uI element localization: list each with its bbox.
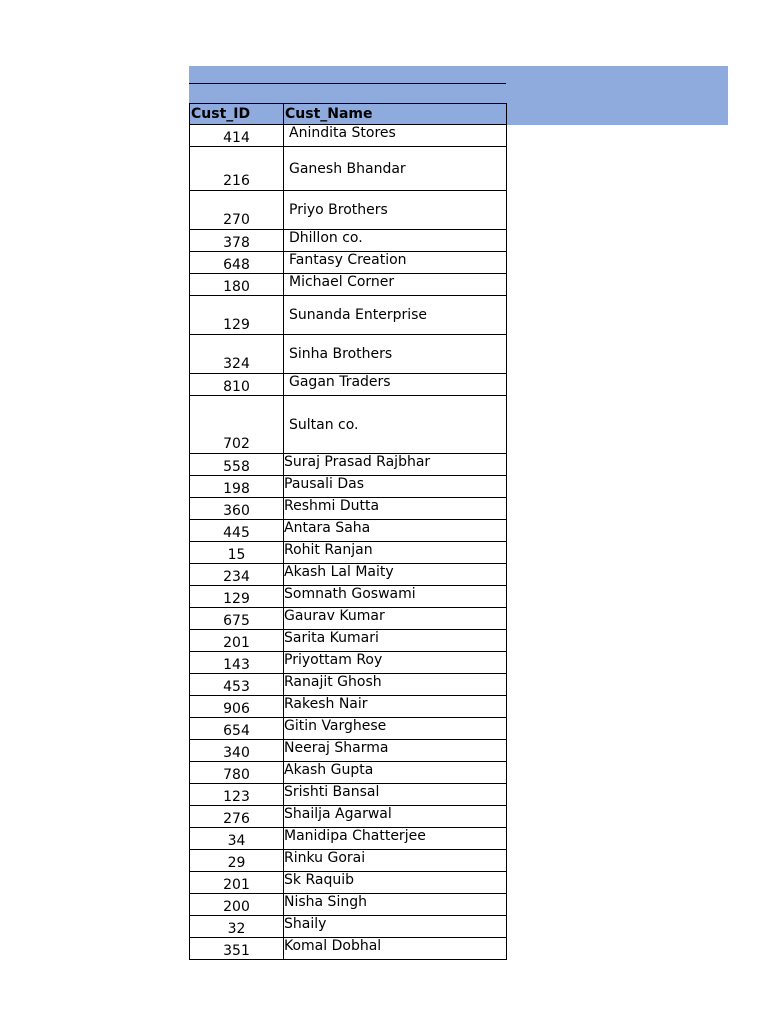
table-row <box>190 542 507 564</box>
cust-id-cell[interactable]: 324 <box>190 335 284 374</box>
table-row <box>190 674 507 696</box>
cust-id-cell[interactable]: 654 <box>190 718 284 740</box>
table-row <box>190 916 507 938</box>
cust-name-cell[interactable]: Pausali Das <box>284 476 507 498</box>
cust-id-cell[interactable]: 270 <box>190 191 284 230</box>
cust-name-cell[interactable]: Gitin Varghese <box>284 718 507 740</box>
cust-name-cell[interactable]: Akash Gupta <box>284 762 507 784</box>
table-row <box>190 630 507 652</box>
cust-id-cell[interactable]: 378 <box>190 230 284 252</box>
table-row <box>190 586 507 608</box>
cust-name-cell[interactable]: Gaurav Kumar <box>284 608 507 630</box>
cust-id-cell[interactable]: 675 <box>190 608 284 630</box>
table-row <box>190 520 507 542</box>
table-row <box>190 652 507 674</box>
cust-name-cell[interactable]: Rohit Ranjan <box>284 542 507 564</box>
table-row <box>190 476 507 498</box>
cust-id-cell[interactable]: 129 <box>190 296 284 335</box>
cust-id-cell[interactable]: 216 <box>190 147 284 191</box>
table-row <box>190 396 507 454</box>
cust-name-cell[interactable]: Gagan Traders <box>284 374 507 396</box>
cust-id-cell[interactable]: 351 <box>190 938 284 960</box>
cust-id-cell[interactable]: 200 <box>190 894 284 916</box>
cust-id-cell[interactable]: 143 <box>190 652 284 674</box>
cust-id-cell[interactable]: 906 <box>190 696 284 718</box>
cust-name-cell[interactable]: Sunanda Enterprise <box>284 296 507 335</box>
cust-id-cell[interactable]: 414 <box>190 125 284 147</box>
cust-name-cell[interactable]: Sarita Kumari <box>284 630 507 652</box>
customer-table <box>189 103 507 960</box>
cust-id-cell[interactable]: 123 <box>190 784 284 806</box>
cust-name-cell[interactable]: Suraj Prasad Rajbhar <box>284 454 507 476</box>
cust-id-cell[interactable]: 34 <box>190 828 284 850</box>
cust-id-cell[interactable]: 780 <box>190 762 284 784</box>
cust-id-cell[interactable]: 201 <box>190 630 284 652</box>
cust-name-cell[interactable]: Manidipa Chatterjee <box>284 828 507 850</box>
cust-name-cell[interactable]: Rakesh Nair <box>284 696 507 718</box>
cust-id-cell[interactable]: 276 <box>190 806 284 828</box>
table-row <box>190 850 507 872</box>
cust-id-cell[interactable]: 558 <box>190 454 284 476</box>
cust-id-cell[interactable]: 234 <box>190 564 284 586</box>
cust-name-cell[interactable]: Ganesh Bhandar <box>284 147 507 191</box>
cust-name-cell[interactable]: Priyo Brothers <box>284 191 507 230</box>
cust-name-cell[interactable]: Srishti Bansal <box>284 784 507 806</box>
cust-id-cell[interactable]: 340 <box>190 740 284 762</box>
cust-name-cell[interactable]: Anindita Stores <box>284 125 507 147</box>
table-row <box>190 564 507 586</box>
cust-name-cell[interactable]: Rinku Gorai <box>284 850 507 872</box>
table-row <box>190 828 507 850</box>
table-row <box>190 806 507 828</box>
table-row <box>190 608 507 630</box>
cust-id-cell[interactable]: 15 <box>190 542 284 564</box>
cust-name-cell[interactable]: Akash Lal Maity <box>284 564 507 586</box>
cust-name-cell[interactable]: Neeraj Sharma <box>284 740 507 762</box>
cust-id-cell[interactable]: 198 <box>190 476 284 498</box>
cust-name-cell[interactable]: Shailja Agarwal <box>284 806 507 828</box>
table-row <box>190 454 507 476</box>
table-row <box>190 252 507 274</box>
table-row <box>190 784 507 806</box>
cust-id-header[interactable]: Cust_ID <box>190 104 284 125</box>
cust-id-cell[interactable]: 702 <box>190 396 284 454</box>
table-row <box>190 740 507 762</box>
cust-name-cell[interactable]: Antara Saha <box>284 520 507 542</box>
cust-id-cell[interactable]: 201 <box>190 872 284 894</box>
table-row <box>190 274 507 296</box>
table-row <box>190 762 507 784</box>
cust-name-cell[interactable]: Fantasy Creation <box>284 252 507 274</box>
cust-name-cell[interactable]: Nisha Singh <box>284 894 507 916</box>
table-row <box>190 191 507 230</box>
cust-id-cell[interactable]: 29 <box>190 850 284 872</box>
table-row <box>190 894 507 916</box>
cust-id-cell[interactable]: 360 <box>190 498 284 520</box>
table-row <box>190 335 507 374</box>
table-row <box>190 498 507 520</box>
cust-name-cell[interactable]: Reshmi Dutta <box>284 498 507 520</box>
table-row <box>190 938 507 960</box>
cust-name-cell[interactable]: Michael Corner <box>284 274 507 296</box>
cust-id-cell[interactable]: 445 <box>190 520 284 542</box>
table-row <box>190 718 507 740</box>
table-row <box>190 872 507 894</box>
table-row <box>190 296 507 335</box>
table-row <box>190 147 507 191</box>
cust-name-header[interactable]: Cust_Name <box>284 104 507 125</box>
cust-name-cell[interactable]: Shaily <box>284 916 507 938</box>
cust-id-cell[interactable]: 810 <box>190 374 284 396</box>
cust-id-cell[interactable]: 648 <box>190 252 284 274</box>
cust-name-cell[interactable]: Sultan co. <box>284 396 507 454</box>
table-row <box>190 230 507 252</box>
cust-name-cell[interactable]: Sinha Brothers <box>284 335 507 374</box>
cust-id-cell[interactable]: 453 <box>190 674 284 696</box>
cust-id-cell[interactable]: 180 <box>190 274 284 296</box>
cust-id-cell[interactable]: 32 <box>190 916 284 938</box>
cust-name-cell[interactable]: Ranajit Ghosh <box>284 674 507 696</box>
table-row <box>190 374 507 396</box>
cust-name-cell[interactable]: Sk Raquib <box>284 872 507 894</box>
cust-id-cell[interactable]: 129 <box>190 586 284 608</box>
cust-name-cell[interactable]: Somnath Goswami <box>284 586 507 608</box>
cust-name-cell[interactable]: Dhillon co. <box>284 230 507 252</box>
cust-name-cell[interactable]: Komal Dobhal <box>284 938 507 960</box>
table-row <box>190 125 507 147</box>
cust-name-cell[interactable]: Priyottam Roy <box>284 652 507 674</box>
header-row <box>190 104 507 125</box>
header-border-line <box>189 83 506 84</box>
table-row <box>190 696 507 718</box>
